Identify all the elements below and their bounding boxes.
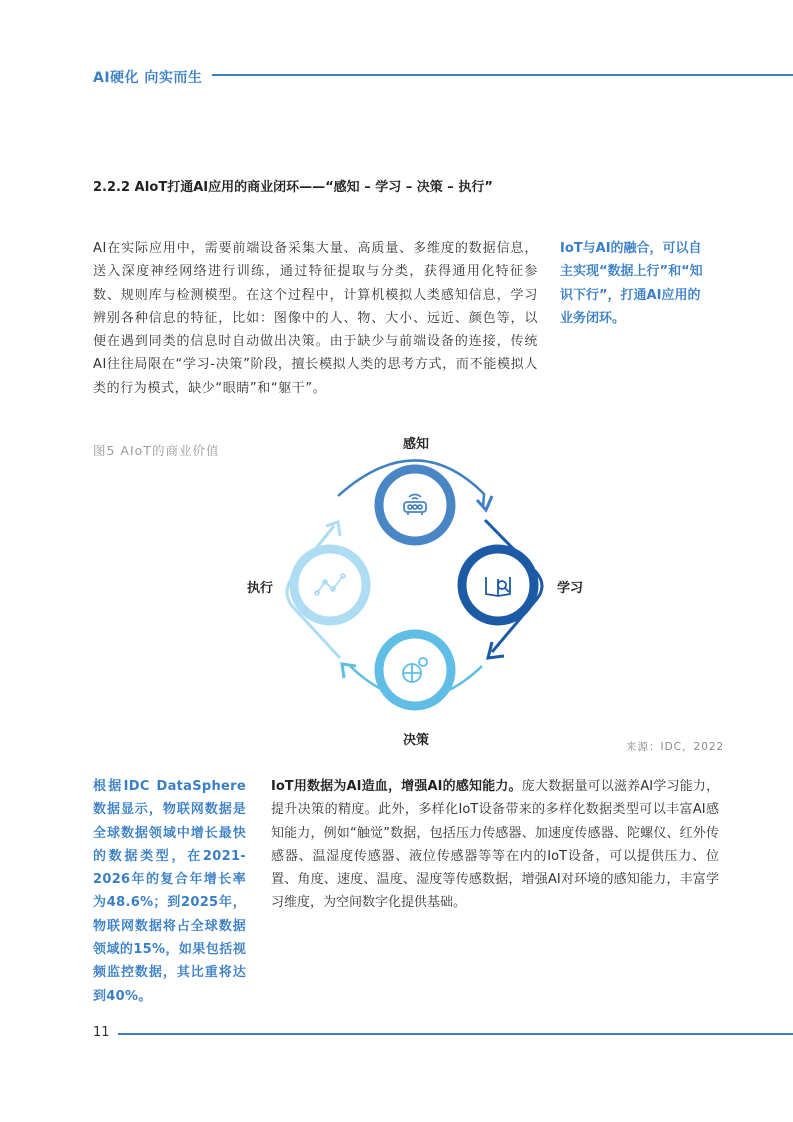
stage-execute (294, 549, 366, 621)
intro-paragraph: AI在实际应用中，需要前端设备采集大量、高质量、多维度的数据信息，送入深度神经网络进行训练，通过特征提取与分类，获得通用化特征参数、规则库与检测模型。在这个过程中，计算机模拟人类感知信息，学习辨别各种信息的特征，比如：图像中的人、物、大小、远近、颜色等，以便在遇到同类的信息时自动做出决策。由于缺少与前端设备的连接，传统AI往往局限在“学习-决策”阶段，擅长模拟人类的思考方式，而不能模拟人类的行为模式，缺少“眼睛”和“躯干”。 (93, 241, 538, 396)
stage-learn (462, 549, 534, 621)
right-paragraph-rest: 庞大数据量可以滋养AI学习能力，提升决策的精度。此外，多样化IoT设备带来的多样化数据类型可以丰富AI感知能力，例如“触觉”数据，包括压力传感器、加速度传感器、陀螺仪、红外传感器、温湿度传感器、液位传感器等等在内的IoT设备，可以提供压力、位置、角度、速度、温度、湿度等传感数据，增强AI对环境的感知能力，丰富学习维度，为空间数字化提供基础。 (271, 779, 719, 911)
right-paragraph (271, 775, 719, 915)
callout-right: IoT与AI的融合，可以自主实现“数据上行”和“知识下行”，打通AI应用的业务闭环。 (560, 241, 703, 326)
right-paragraph-lead: IoT用数据为AI造血，增强AI的感知能力。 (271, 779, 522, 794)
figure-caption: 图5 AIoT的商业价值 (93, 443, 220, 458)
page-number: 11 (93, 1025, 110, 1040)
footer-rule (118, 1033, 793, 1035)
section-heading: 2.2.2 AIoT打通AI应用的商业闭环——“感知 – 学习 – 决策 – 执行” (93, 180, 493, 195)
figure-source: 来源：IDC，2022 (626, 741, 725, 753)
stage-decide (379, 634, 451, 706)
aiot-cycle-diagram (230, 430, 610, 750)
callout-left: 根据IDC DataSphere数据显示，物联网数据是全球数据领域中增长最快的数据类型，在2021-2026年的复合年增长率为48.6%；到2025年，物联网数据将占全球数据领域的15%，如果包括视频监控数据，其比重将达到40%。 (93, 779, 246, 1004)
header-rule (212, 74, 793, 76)
header-title: AI硬化 向实而生 (93, 70, 203, 86)
stage-perceive (379, 469, 451, 541)
stage-label-top: 感知 (403, 437, 430, 452)
stage-label-bottom: 决策 (403, 733, 430, 748)
arrowhead-right-bottom (488, 642, 504, 658)
stage-label-right: 学习 (557, 581, 584, 596)
stage-label-left: 执行 (247, 581, 274, 596)
